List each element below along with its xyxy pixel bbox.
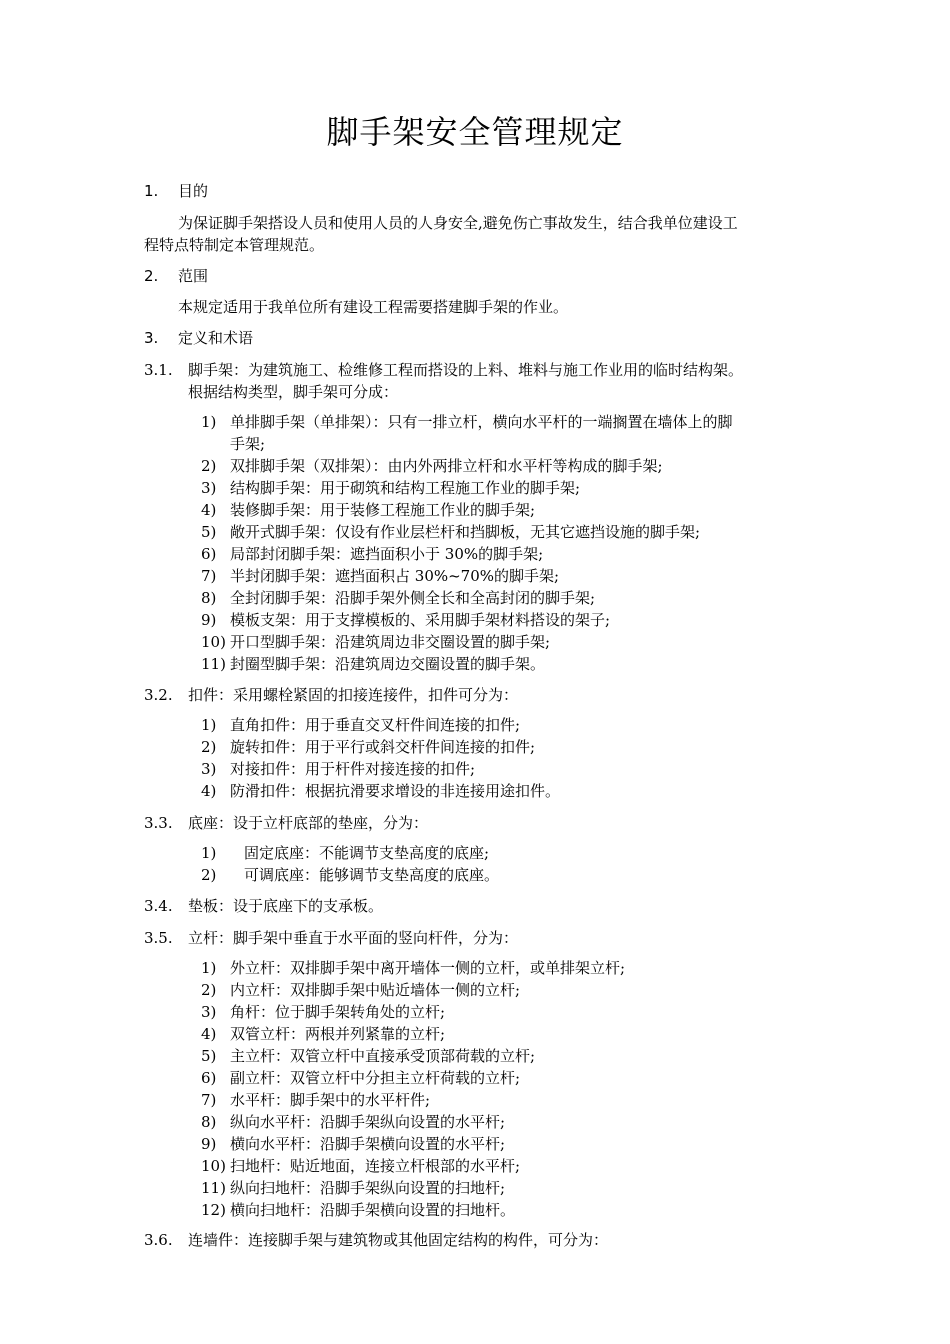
- list-item-number: 9): [201, 611, 217, 629]
- section-3-1-term: 脚手架: [188, 361, 234, 379]
- section-3-2-text: ：采用螺栓紧固的扣接连接件，扣件可分为：: [218, 686, 519, 704]
- section-3-3-number: 3.3.: [144, 814, 173, 832]
- list-item: 结构脚手架：用于砌筑和结构工程施工作业的脚手架;: [230, 479, 581, 497]
- list-item: 固定底座：不能调节支垫高度的底座;: [244, 844, 490, 862]
- list-item-number: 1): [201, 716, 217, 734]
- list-item: 封圈型脚手架：沿建筑周边交圈设置的脚手架。: [230, 655, 546, 673]
- section-3-6-term: 连墙件: [188, 1231, 234, 1249]
- section-3-5-text: ：脚手架中垂直于水平面的竖向杆件，分为：: [218, 929, 519, 947]
- list-item: 外立杆：双排脚手架中离开墙体一侧的立杆，或单排架立杆;: [230, 959, 626, 977]
- section-3-heading: 定义和术语: [178, 329, 254, 347]
- list-item: 双管立杆：两根并列紧靠的立杆;: [230, 1025, 446, 1043]
- list-item-number: 2): [201, 457, 217, 475]
- list-item-number: 1): [201, 959, 217, 977]
- section-3-6-text: ：连接脚手架与建筑物或其他固定结构的构件，可分为：: [233, 1231, 609, 1249]
- section-2-heading: 范围: [178, 267, 209, 285]
- list-item-number: 11): [201, 655, 226, 673]
- list-item: 内立杆：双排脚手架中贴近墙体一侧的立杆;: [230, 981, 521, 999]
- section-1-heading: 目的: [178, 182, 209, 200]
- section-3-4-term: 垫板: [188, 897, 219, 915]
- section-3-2-line-1: [188, 684, 518, 706]
- list-item: 主立杆：双管立杆中直接承受顶部荷载的立杆;: [230, 1047, 536, 1065]
- list-item-number: 8): [201, 589, 217, 607]
- list-item: 敞开式脚手架：仅设有作业层栏杆和挡脚板，无其它遮挡设施的脚手架;: [230, 523, 701, 541]
- list-item-number: 3): [201, 479, 217, 497]
- list-item-number: 3): [201, 760, 217, 778]
- section-3-5-number: 3.5.: [144, 929, 173, 947]
- list-item: 直角扣件：用于垂直交叉杆件间连接的扣件;: [230, 716, 521, 734]
- section-2-number: 2.: [144, 267, 159, 285]
- list-item: 全封闭脚手架：沿脚手架外侧全长和全高封闭的脚手架;: [230, 589, 596, 607]
- list-item-number: 12): [201, 1201, 226, 1219]
- list-item-number: 4): [201, 501, 217, 519]
- section-3-6-line-1: [188, 1229, 608, 1251]
- section-2-paragraph: 本规定适用于我单位所有建设工程需要搭建脚手架的作业。: [178, 298, 569, 316]
- list-item-number: 9): [201, 1135, 217, 1153]
- section-3-5-term: 立杆: [188, 929, 219, 947]
- list-item-number: 8): [201, 1113, 217, 1131]
- section-3-4-line-1: [188, 895, 383, 917]
- list-item-number: 7): [201, 1091, 217, 1109]
- list-item-number: 3): [201, 1003, 217, 1021]
- section-1-paragraph-line-2: 程特点特制定本管理规范。: [144, 236, 325, 254]
- list-item-number: 1): [201, 413, 217, 431]
- list-item-number: 6): [201, 1069, 217, 1087]
- list-item: 纵向水平杆：沿脚手架纵向设置的水平杆;: [230, 1113, 506, 1131]
- list-item: 角杆：位于脚手架转角处的立杆;: [230, 1003, 446, 1021]
- list-item: 装修脚手架：用于装修工程施工作业的脚手架;: [230, 501, 536, 519]
- list-item-number: 5): [201, 523, 217, 541]
- list-item: 防滑扣件：根据抗滑要求增设的非连接用途扣件。: [230, 782, 561, 800]
- document-title: 脚手架安全管理规定: [326, 113, 624, 151]
- list-item: 横向水平杆：沿脚手架横向设置的水平杆;: [230, 1135, 506, 1153]
- list-item: 半封闭脚手架：遮挡面积占 30%~70%的脚手架;: [230, 567, 560, 585]
- list-item-number: 11): [201, 1179, 226, 1197]
- section-3-1-line-2: 根据结构类型，脚手架可分成：: [188, 383, 399, 401]
- list-item-number: 4): [201, 1025, 217, 1043]
- section-3-2-number: 3.2.: [144, 686, 173, 704]
- list-item: 水平杆：脚手架中的水平杆件;: [230, 1091, 431, 1109]
- list-item-number: 5): [201, 1047, 217, 1065]
- section-3-5-line-1: [188, 927, 518, 949]
- list-item-number: 2): [201, 981, 217, 999]
- list-item-number: 10): [201, 633, 226, 651]
- section-3-number: 3.: [144, 329, 159, 347]
- list-item-continuation: 手架;: [230, 435, 266, 453]
- section-3-3-text: ：设于立杆底部的垫座，分为：: [218, 814, 429, 832]
- list-item: 纵向扫地杆：沿脚手架纵向设置的扫地杆;: [230, 1179, 506, 1197]
- list-item: 对接扣件：用于杆件对接连接的扣件;: [230, 760, 476, 778]
- list-item-number: 4): [201, 782, 217, 800]
- list-item: 单排脚手架（单排架）：只有一排立杆，横向水平杆的一端搁置在墙体上的脚: [230, 413, 733, 431]
- list-item: 扫地杆：贴近地面，连接立杆根部的水平杆;: [230, 1157, 521, 1175]
- section-3-1-line-1: [188, 359, 743, 381]
- list-item: 双排脚手架（双排架）：由内外两排立杆和水平杆等构成的脚手架;: [230, 457, 663, 475]
- section-3-6-number: 3.6.: [144, 1231, 173, 1249]
- section-3-4-text: ：设于底座下的支承板。: [218, 897, 384, 915]
- section-1-paragraph-line-1: 为保证脚手架搭设人员和使用人员的人身安全,避免伤亡事故发生，结合我单位建设工: [178, 214, 738, 232]
- list-item: 可调底座：能够调节支垫高度的底座。: [244, 866, 500, 884]
- list-item-number: 2): [201, 738, 217, 756]
- list-item: 副立杆：双管立杆中分担主立杆荷载的立杆;: [230, 1069, 521, 1087]
- list-item-number: 10): [201, 1157, 226, 1175]
- list-item: 局部封闭脚手架：遮挡面积小于 30%的脚手架;: [230, 545, 544, 563]
- list-item: 开口型脚手架：沿建筑周边非交圈设置的脚手架;: [230, 633, 551, 651]
- list-item-number: 1): [201, 844, 217, 862]
- section-3-2-term: 扣件: [188, 686, 219, 704]
- section-3-1-number: 3.1.: [144, 361, 173, 379]
- section-1-number: 1.: [144, 182, 159, 200]
- list-item-number: 6): [201, 545, 217, 563]
- section-3-3-line-1: [188, 812, 428, 834]
- section-3-1-text: ：为建筑施工、检维修工程而搭设的上料、堆料与施工作业用的临时结构架。: [233, 361, 744, 379]
- list-item: 横向扫地杆：沿脚手架横向设置的扫地杆。: [230, 1201, 516, 1219]
- list-item: 模板支架：用于支撑模板的、采用脚手架材料搭设的架子;: [230, 611, 611, 629]
- list-item-number: 7): [201, 567, 217, 585]
- list-item-number: 2): [201, 866, 217, 884]
- section-3-3-term: 底座: [188, 814, 219, 832]
- list-item: 旋转扣件：用于平行或斜交杆件间连接的扣件;: [230, 738, 536, 756]
- section-3-4-number: 3.4.: [144, 897, 173, 915]
